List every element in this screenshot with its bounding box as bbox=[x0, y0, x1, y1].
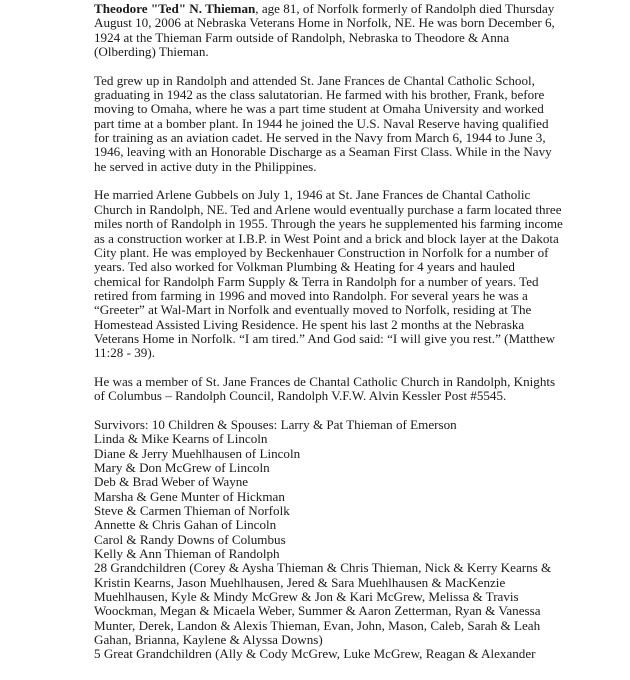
intro-paragraph bbox=[94, 2, 614, 59]
memberships-paragraph bbox=[94, 375, 614, 404]
text-line: He was a member of St. Jane Frances de Chantal Catholic Church in Randolph, Knights bbox=[94, 373, 556, 389]
great-grandchildren-line: 5 Great Grandchildren (Ally & Cody McGrew, Luke McGrew, Reagan & Alexander bbox=[94, 646, 536, 662]
intro-line: (Olberding) Thieman. bbox=[94, 44, 209, 60]
text-line: Ted grew up in Randolph and attended St. Jane Frances de Chantal Catholic School, bbox=[94, 72, 535, 88]
grandchildren-line: Woockman, Megan & Micaela Weber, Summer & Aaron Zetterman, Ryan & Vanessa bbox=[94, 603, 541, 619]
text-line: City plant. He was employed by Beckenhauer Construction in Norfolk for a number of bbox=[94, 244, 549, 260]
grandchildren-line: Munter, Derek, Landon & Alexis Thieman, Evan, John, Mason, Caleb, Sarah & Leah bbox=[94, 617, 541, 633]
intro-line: 1924 at the Thieman Farm outside of Randolph, Nebraska to Theodore & Anna bbox=[94, 29, 510, 45]
survivor-child: Marsha & Gene Munter of Hickman bbox=[94, 488, 285, 504]
intro-line: August 10, 2006 at Nebraska Veterans Home in Norfolk, NE. He was born December 6, bbox=[94, 15, 555, 31]
text-line: Veterans Home in Norfolk. “I am tired.” And God said: “I will give you rest.” (Matthew bbox=[94, 330, 556, 346]
grandchildren-line: Gahan, Brianna, Kaylene & Alyssa Downs) bbox=[94, 632, 323, 648]
early-life-paragraph bbox=[94, 74, 614, 174]
text-line: 1946, leaving with an Honorable Discharge as a Seaman First Class. While in the Navy bbox=[94, 144, 552, 160]
text-line: for training as an aviation cadet. He served in the Navy from March 6, 1944 to June 3, bbox=[94, 130, 546, 146]
text-line: He married Arlene Gubbels on July 1, 1946 at St. Jane Frances de Chantal Catholic bbox=[94, 187, 531, 203]
survivor-child: Annette & Chris Gahan of Lincoln bbox=[94, 517, 277, 533]
text-line: 11:28 - 39). bbox=[94, 345, 155, 361]
text-line: Church in Randolph, NE. Ted and Arlene would eventually purchase a farm located three bbox=[94, 201, 562, 217]
survivor-child: Mary & Don McGrew of Lincoln bbox=[94, 460, 270, 475]
intro-text: , age 81, of Norfolk formerly of Randolph died Thursday bbox=[255, 1, 555, 16]
text-line: chemical for Randolph Farm Supply & Terra in Randolph for a number of years. Ted bbox=[94, 273, 539, 289]
text-line: graduating in 1942 as the class salutatorian. He farmed with his brother, Frank, before bbox=[94, 87, 545, 103]
survivors-section bbox=[94, 418, 614, 662]
text-line: part time at a bomber plant. In 1944 he joined the U.S. Naval Reserve having qualified bbox=[94, 115, 549, 131]
text-line: “Greeter” at Wal-Mart in Norfolk and eventually moved to Norfolk, residing at The bbox=[94, 302, 532, 318]
text-line: moving to Omaha, where he was a part time student at Omaha University and worked bbox=[94, 101, 544, 117]
survivor-child: Kelly & Ann Thieman of Randolph bbox=[94, 546, 280, 562]
text-line: years. Ted also worked for Volkman Plumbing & Heating for 4 years and hauled bbox=[94, 259, 515, 275]
survivor-child: Diane & Jerry Muehlhausen of Lincoln bbox=[94, 445, 301, 461]
grandchildren-line: Kristin Kearns, Jason Muehlhausen, Jered & Sara Muehlhausen & MacKenzie bbox=[94, 574, 506, 590]
marriage-career-paragraph bbox=[94, 188, 614, 360]
survivor-child: Linda & Mike Kearns of Lincoln bbox=[94, 431, 268, 447]
text-line: he served in active duty in the Philippines. bbox=[94, 158, 317, 174]
survivor-child: Deb & Brad Weber of Wayne bbox=[94, 474, 249, 490]
text-line: retired from farming in 1996 and moved into Randolph. For several years he was a bbox=[94, 287, 528, 303]
deceased-name: Theodore "Ted" N. Thieman bbox=[94, 1, 256, 16]
survivors-header: Survivors: 10 Children & Spouses: Larry & Pat Thieman of Emerson bbox=[94, 416, 457, 432]
text-line: of Columbus – Randolph Council, Randolph V.F.W. Alvin Kessler Post #5545. bbox=[94, 388, 507, 404]
text-line: as a construction worker at I.B.P. in West Point and a brick and block layer at the Dakota bbox=[94, 230, 559, 246]
intro-line bbox=[94, 2, 614, 16]
grandchildren-line: Muehlhausen, Kyle & Mindy McGrew & Jon & Kari McGrew, Melissa & Travis bbox=[94, 589, 519, 605]
text-line: miles north of Randolph in 1955. Through the years he supplemented his farming income bbox=[94, 216, 563, 232]
obituary-document bbox=[94, 2, 614, 676]
survivor-child: Carol & Randy Downs of Columbus bbox=[94, 531, 286, 547]
text-line: Homestead Assisted Living Residence. He spent his last 2 months at the Nebraska bbox=[94, 316, 525, 332]
survivor-child: Steve & Carmen Thieman of Norfolk bbox=[94, 503, 290, 519]
grandchildren-line: 28 Grandchildren (Corey & Aysha Thieman & Chris Thieman, Nick & Kerry Kearns & bbox=[94, 560, 552, 576]
